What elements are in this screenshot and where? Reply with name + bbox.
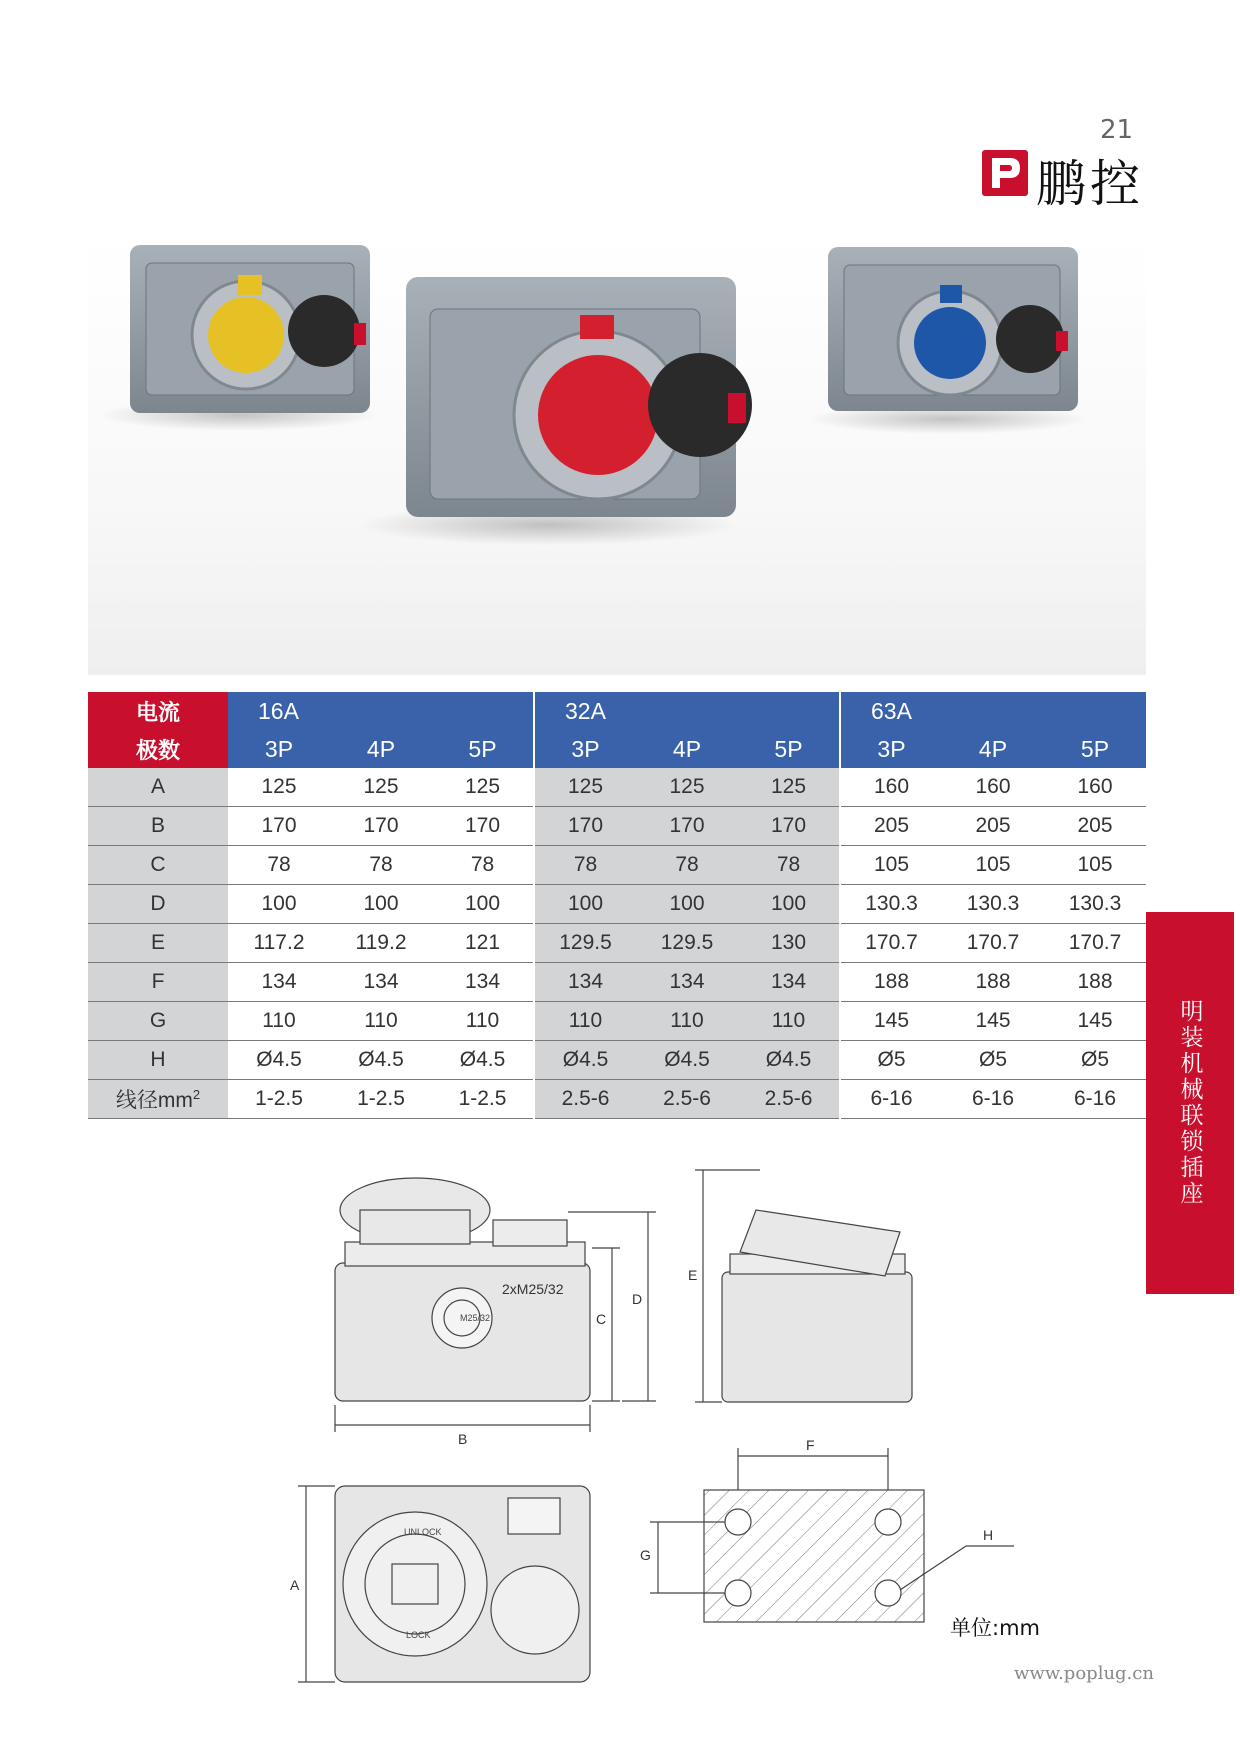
drawing-dim-g: G — [640, 1547, 651, 1563]
group-16a: 16A — [228, 692, 534, 730]
table-cell: 160 — [1044, 768, 1146, 807]
table-cell: 1-2.5 — [228, 1080, 330, 1119]
unit-note: 单位:mm — [950, 1616, 1040, 1640]
table-cell: 129.5 — [534, 924, 636, 963]
drawing-dim-c: C — [596, 1311, 607, 1327]
table-row — [88, 1041, 1146, 1080]
spec-table — [88, 692, 1146, 1119]
pole-header: 3P — [534, 730, 636, 768]
brand-logo-icon — [982, 150, 1028, 196]
table-cell: 100 — [738, 885, 840, 924]
pole-header: 4P — [330, 730, 432, 768]
table-cell: 170 — [534, 807, 636, 846]
table-cell: 100 — [432, 885, 534, 924]
table-cell: 145 — [942, 1002, 1044, 1041]
row-label — [88, 885, 228, 924]
table-cell: 134 — [534, 963, 636, 1002]
table-cell: 130 — [738, 924, 840, 963]
drawing-cable-entry-label: 2xM25/32 — [502, 1281, 564, 1297]
table-cell: 170 — [330, 807, 432, 846]
table-cell: Ø4.5 — [432, 1041, 534, 1080]
header-row-poles — [88, 730, 1146, 768]
table-cell: 78 — [330, 846, 432, 885]
pole-header: 4P — [636, 730, 738, 768]
table-row — [88, 963, 1146, 1002]
poles-label: 极数 — [88, 730, 228, 768]
row-label-superscript: 2 — [192, 1087, 201, 1102]
row-label — [88, 846, 228, 885]
table-cell: Ø4.5 — [636, 1041, 738, 1080]
row-label — [88, 807, 228, 846]
table-cell: 78 — [636, 846, 738, 885]
table-cell: 205 — [840, 807, 942, 846]
table-row — [88, 1002, 1146, 1041]
front-view-drawing — [335, 1178, 656, 1447]
row-label-text: F — [151, 970, 165, 993]
table-cell: 119.2 — [330, 924, 432, 963]
table-cell: 78 — [534, 846, 636, 885]
table-cell: 110 — [636, 1002, 738, 1041]
table-cell: 125 — [228, 768, 330, 807]
row-label-text: G — [149, 1009, 167, 1032]
table-cell: 105 — [840, 846, 942, 885]
group-32a: 32A — [534, 692, 840, 730]
group-63a: 63A — [840, 692, 1146, 730]
table-cell: 170 — [228, 807, 330, 846]
pole-header: 3P — [840, 730, 942, 768]
table-row — [88, 1080, 1146, 1119]
row-label — [88, 1002, 228, 1041]
table-cell: 170.7 — [942, 924, 1044, 963]
side-view-drawing — [688, 1170, 912, 1402]
table-cell: 78 — [432, 846, 534, 885]
table-cell: 105 — [1044, 846, 1146, 885]
table-cell: 117.2 — [228, 924, 330, 963]
table-cell: 170 — [636, 807, 738, 846]
drawing-unlock-label: UNLOCK — [404, 1527, 442, 1537]
table-cell: 100 — [228, 885, 330, 924]
table-cell: 125 — [534, 768, 636, 807]
table-cell: 134 — [738, 963, 840, 1002]
table-cell: Ø4.5 — [534, 1041, 636, 1080]
table-row — [88, 807, 1146, 846]
table-cell: 134 — [330, 963, 432, 1002]
product-photo — [88, 235, 1146, 675]
table-cell: Ø5 — [840, 1041, 942, 1080]
table-cell: 188 — [840, 963, 942, 1002]
table-cell: 125 — [330, 768, 432, 807]
row-label-text: A — [150, 775, 165, 798]
header-row-current — [88, 692, 1146, 730]
table-cell: 170.7 — [840, 924, 942, 963]
table-cell: 130.3 — [942, 885, 1044, 924]
table-cell: 145 — [1044, 1002, 1146, 1041]
table-cell: 134 — [432, 963, 534, 1002]
table-cell: 129.5 — [636, 924, 738, 963]
row-label-text: B — [150, 814, 165, 837]
pole-header: 4P — [942, 730, 1044, 768]
drawing-dim-e: E — [688, 1267, 698, 1283]
pole-header: 5P — [738, 730, 840, 768]
row-label — [88, 1080, 228, 1119]
row-label — [88, 924, 228, 963]
drawing-dim-a: A — [290, 1577, 300, 1593]
table-cell: 134 — [228, 963, 330, 1002]
mounting-holes-drawing — [640, 1437, 1014, 1622]
table-cell: 6-16 — [840, 1080, 942, 1119]
table-cell: 110 — [432, 1002, 534, 1041]
table-row — [88, 768, 1146, 807]
table-cell: 105 — [942, 846, 1044, 885]
table-cell: 100 — [636, 885, 738, 924]
row-label — [88, 768, 228, 807]
table-cell: 100 — [534, 885, 636, 924]
table-cell: 125 — [432, 768, 534, 807]
table-row — [88, 885, 1146, 924]
table-row — [88, 846, 1146, 885]
drawing-dim-b: B — [458, 1431, 468, 1447]
row-label-text: D — [150, 892, 166, 915]
table-cell: 160 — [942, 768, 1044, 807]
table-cell: 130.3 — [1044, 885, 1146, 924]
table-cell: 110 — [228, 1002, 330, 1041]
brand-name: 鹏控 — [1036, 155, 1144, 213]
table-cell: 160 — [840, 768, 942, 807]
drawing-hole-label: M25/32 — [460, 1313, 491, 1323]
table-cell: 170.7 — [1044, 924, 1146, 963]
row-label-text: H — [150, 1048, 166, 1071]
page-number: 21 — [1100, 115, 1134, 145]
row-label — [88, 1041, 228, 1080]
table-cell: Ø4.5 — [228, 1041, 330, 1080]
table-cell: 110 — [738, 1002, 840, 1041]
table-cell: 134 — [636, 963, 738, 1002]
table-cell: 6-16 — [1044, 1080, 1146, 1119]
table-cell: 170 — [432, 807, 534, 846]
table-cell: 125 — [636, 768, 738, 807]
table-cell: 78 — [738, 846, 840, 885]
table-cell: 1-2.5 — [432, 1080, 534, 1119]
section-side-tab-label: 明装机械联锁插座 — [1176, 999, 1203, 1207]
table-cell: 78 — [228, 846, 330, 885]
table-cell: 110 — [330, 1002, 432, 1041]
table-cell: 100 — [330, 885, 432, 924]
table-cell: 205 — [942, 807, 1044, 846]
drawing-dim-h: H — [983, 1527, 994, 1543]
table-cell: 188 — [1044, 963, 1146, 1002]
drawing-dim-f: F — [806, 1437, 815, 1453]
table-row — [88, 924, 1146, 963]
row-label-text: C — [150, 853, 166, 876]
table-cell: 125 — [738, 768, 840, 807]
table-cell: 110 — [534, 1002, 636, 1041]
row-label-text: 线径mm — [115, 1089, 193, 1112]
table-cell: 188 — [942, 963, 1044, 1002]
table-cell: Ø5 — [1044, 1041, 1146, 1080]
table-cell: 1-2.5 — [330, 1080, 432, 1119]
table-cell: 6-16 — [942, 1080, 1044, 1119]
row-label — [88, 963, 228, 1002]
pole-header: 3P — [228, 730, 330, 768]
table-cell: 130.3 — [840, 885, 942, 924]
table-cell: Ø5 — [942, 1041, 1044, 1080]
table-cell: 2.5-6 — [738, 1080, 840, 1119]
table-cell: 121 — [432, 924, 534, 963]
drawing-dim-d: D — [632, 1291, 643, 1307]
pole-header: 5P — [432, 730, 534, 768]
pole-header: 5P — [1044, 730, 1146, 768]
drawing-lock-label: LOCK — [406, 1630, 431, 1640]
table-cell: 170 — [738, 807, 840, 846]
table-cell: 2.5-6 — [636, 1080, 738, 1119]
table-cell: Ø4.5 — [738, 1041, 840, 1080]
table-cell: 2.5-6 — [534, 1080, 636, 1119]
table-cell: Ø4.5 — [330, 1041, 432, 1080]
table-cell: 205 — [1044, 807, 1146, 846]
current-label: 电流 — [88, 692, 228, 730]
table-cell: 145 — [840, 1002, 942, 1041]
top-view-drawing — [290, 1486, 590, 1682]
row-label-text: E — [150, 931, 165, 954]
website-url: www.poplug.cn — [1014, 1663, 1154, 1684]
